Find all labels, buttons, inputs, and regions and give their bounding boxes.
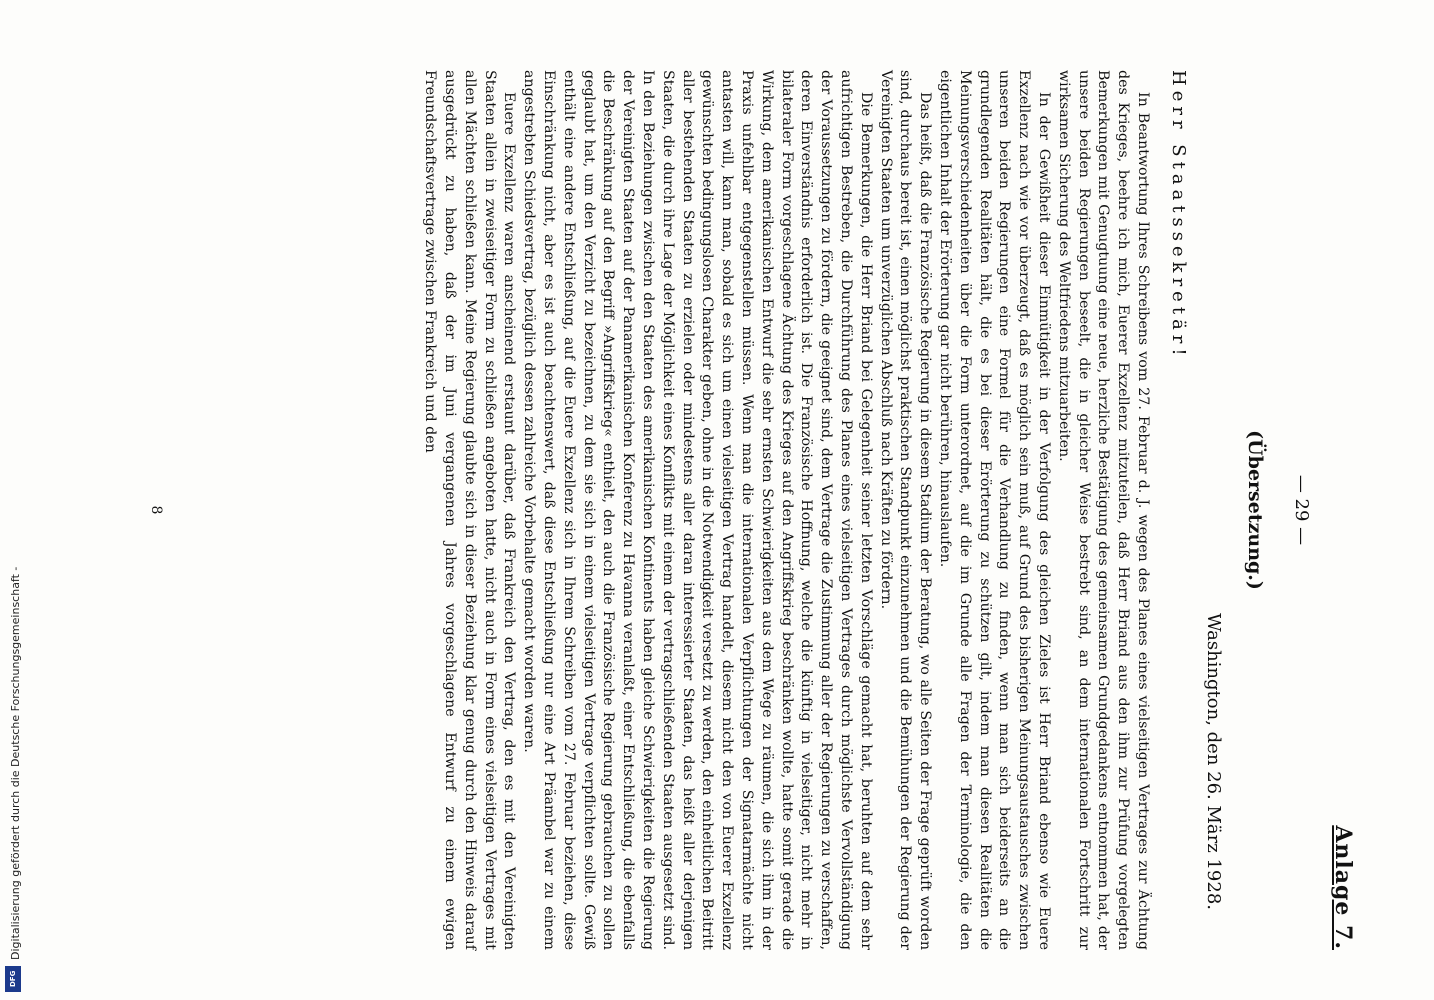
paragraph: In Beantwortung Ihres Schreibens vom 27. Februar d. J. wegen des Planes eines vielseitigen Vertrages zur Ächtung des Krieges, beehre ich mich, Euerer Exzellenz mitzuteilen, daß Herr Briand aus den ihm zur Prüfung vorgelegten Bemerkungen mit Genugtuung eine neue, herzliche Bestätigung des gemeinsamen Grundgedankens entnommen hat, der unsere beiden Regierungen beseelt, die in gleicher Weise bestrebt sind, an dem internationalen Fortschritt zur wirksamen Sicherung des Weltfriedens mitzuarbeiten. (1055, 70, 1151, 950)
header-row (1326, 70, 1356, 950)
letter-body (420, 70, 1152, 950)
paragraph: Das heißt, daß die Französische Regierung in diesem Stadium der Beratung, wo alle Seiten der Frage geprüft worden sind, durchaus bereit ist, einen möglichst praktischen Standpunkt einzunehmen und die Bemühungen der Regierung der Vereinigten Staaten um unverzüglichen Abschluß nach Kräften zu fördern. (877, 70, 934, 950)
salutation: Herr Staatssekretär! (1168, 70, 1189, 361)
paragraph: Die Bemerkungen, die Herr Briand bei Gelegenheit seiner letzten Vorschläge gemacht hat, beruhten auf dem sehr aufrichtigen Bestreben, die Durchführung des Planes eines vielseitigen Vertrages durch möglichste Vervollständigung der Voraussetzungen zu fördern, die geeignet sind, dem Vertrage die Zustimmung aller der Regierungen zu verschaffen, deren Einverständnis erforderlich ist. Die Französische Hoffnung, welche die künftig in vielseitiger, nicht mehr in bilateraler Form vorgeschlagene Ächtung des Krieges auf den Angriffskrieg beschränken wollte, hatte somit gerade die Wirkung, dem amerikanischen Entwurf die sehr ernsten Schwierigkeiten aus dem Wege zu räumen, die sich ihm in der Praxis unfehlbar entgegenstellen müssen. Wenn man die internationalen Verpflichtungen der Signatarmächte nicht antasten will, kann man, sobald es sich um einen vielseitigen Vertrag handelt, diesem nicht den von Euerer Exzellenz gewünschten bedingungslosen Charakter geben, ohne in die Notwendigkeit versetzt zu werden, den einheitlichen Beitritt aller bestehenden Staaten zu erzielen oder mindestens aller daran interessierter Staaten, das heißt aller derjenigen Staaten, die durch ihre Lage der Möglichkeit eines Konflikts mit einem der vertragschließenden Staaten ausgesetzt sind. In den Beziehungen zwischen den Staaten des amerikanischen Kontinents haben gleiche Schwierigkeiten die Regierung der Vereinigten Staaten auf der Panamerikanischen Konferenz zu Havanna veranlaßt, einer Entschließung, die ebenfalls die Beschränkung auf den Begriff »Angriffskrieg« enthielt, den auch die Französische Regierung gebrauchen zu sollen geglaubt hat, um den Verzicht zu bezeichnen, zu dem sie sich in einem vielseitigen Vertrage verpflichten sollte. Gewiß enthält eine andere Entschließung, auf die Euere Exzellenz sich in Ihrem Schreiben vom 27. Februar beziehen, diese Einschränkung nicht, aber es ist auch beachtenswert, daß diese Entschließung nur eine Art Präambel war zu einem angestrebten Schiedsvertrag, bezüglich dessen zahlreiche Vorbehalte gemacht worden waren. (521, 70, 874, 950)
dfg-logo-icon: DFG (5, 966, 21, 992)
place-date: Washington, den 26. März 1928. (1203, 613, 1224, 910)
digitization-note (0, 0, 26, 1000)
document-content (134, 70, 1374, 950)
annex-label: Anlage 7. (1330, 825, 1356, 950)
paragraph: In der Gewißheit dieser Einmütigkeit in der Verfolgung des gleichen Zieles ist Herr Briand ebenso wie Euere Exzellenz nach wie vor überzeugt, daß es möglich sein muß, auf Grund des bisherigen Meinungsaustausches zwischen unseren beiden Regierungen eine Formel für die Verhandlung zu finden, wenn man sich beiderseits an die grundlegenden Realitäten hält, die es bei dieser Erörterung zu schützen gilt, indem man diesen Realitäten die Meinungsverschiedenheiten über die Form unterordnet, auf die im Grunde alle Fragen der Terminologie, die den eigentlichen Inhalt der Erörterung gar nicht berühren, hinauslaufen. (937, 70, 1053, 950)
signature-mark: 8 (148, 505, 164, 515)
page-number: — 29 — (1291, 474, 1312, 546)
paragraph: Euere Exzellenz waren anscheinend erstaunt darüber, daß Frankreich den Vertrag, den es mit den Vereinigten Staaten allein in zweiseitiger Form zu schließen angeboten hatte, nicht auch in Form eines vielseitigen Vertrages mit allen Mächten schließen kann. Meine Regierung glaubte sich in dieser Beziehung klar genug durch den Hinweis darauf ausgedrückt zu haben, daß der im Juni vergangenen Jahres vorgeschlagene Entwurf zu einem ewigen Freundschaftsvertrage zwischen Frankreich und den (422, 70, 518, 950)
translation-note: (Übersetzung.) (1244, 430, 1266, 590)
funding-credit: Digitalisierung gefördert durch die Deutsche Forschungsgemeinschaft - (9, 566, 22, 960)
